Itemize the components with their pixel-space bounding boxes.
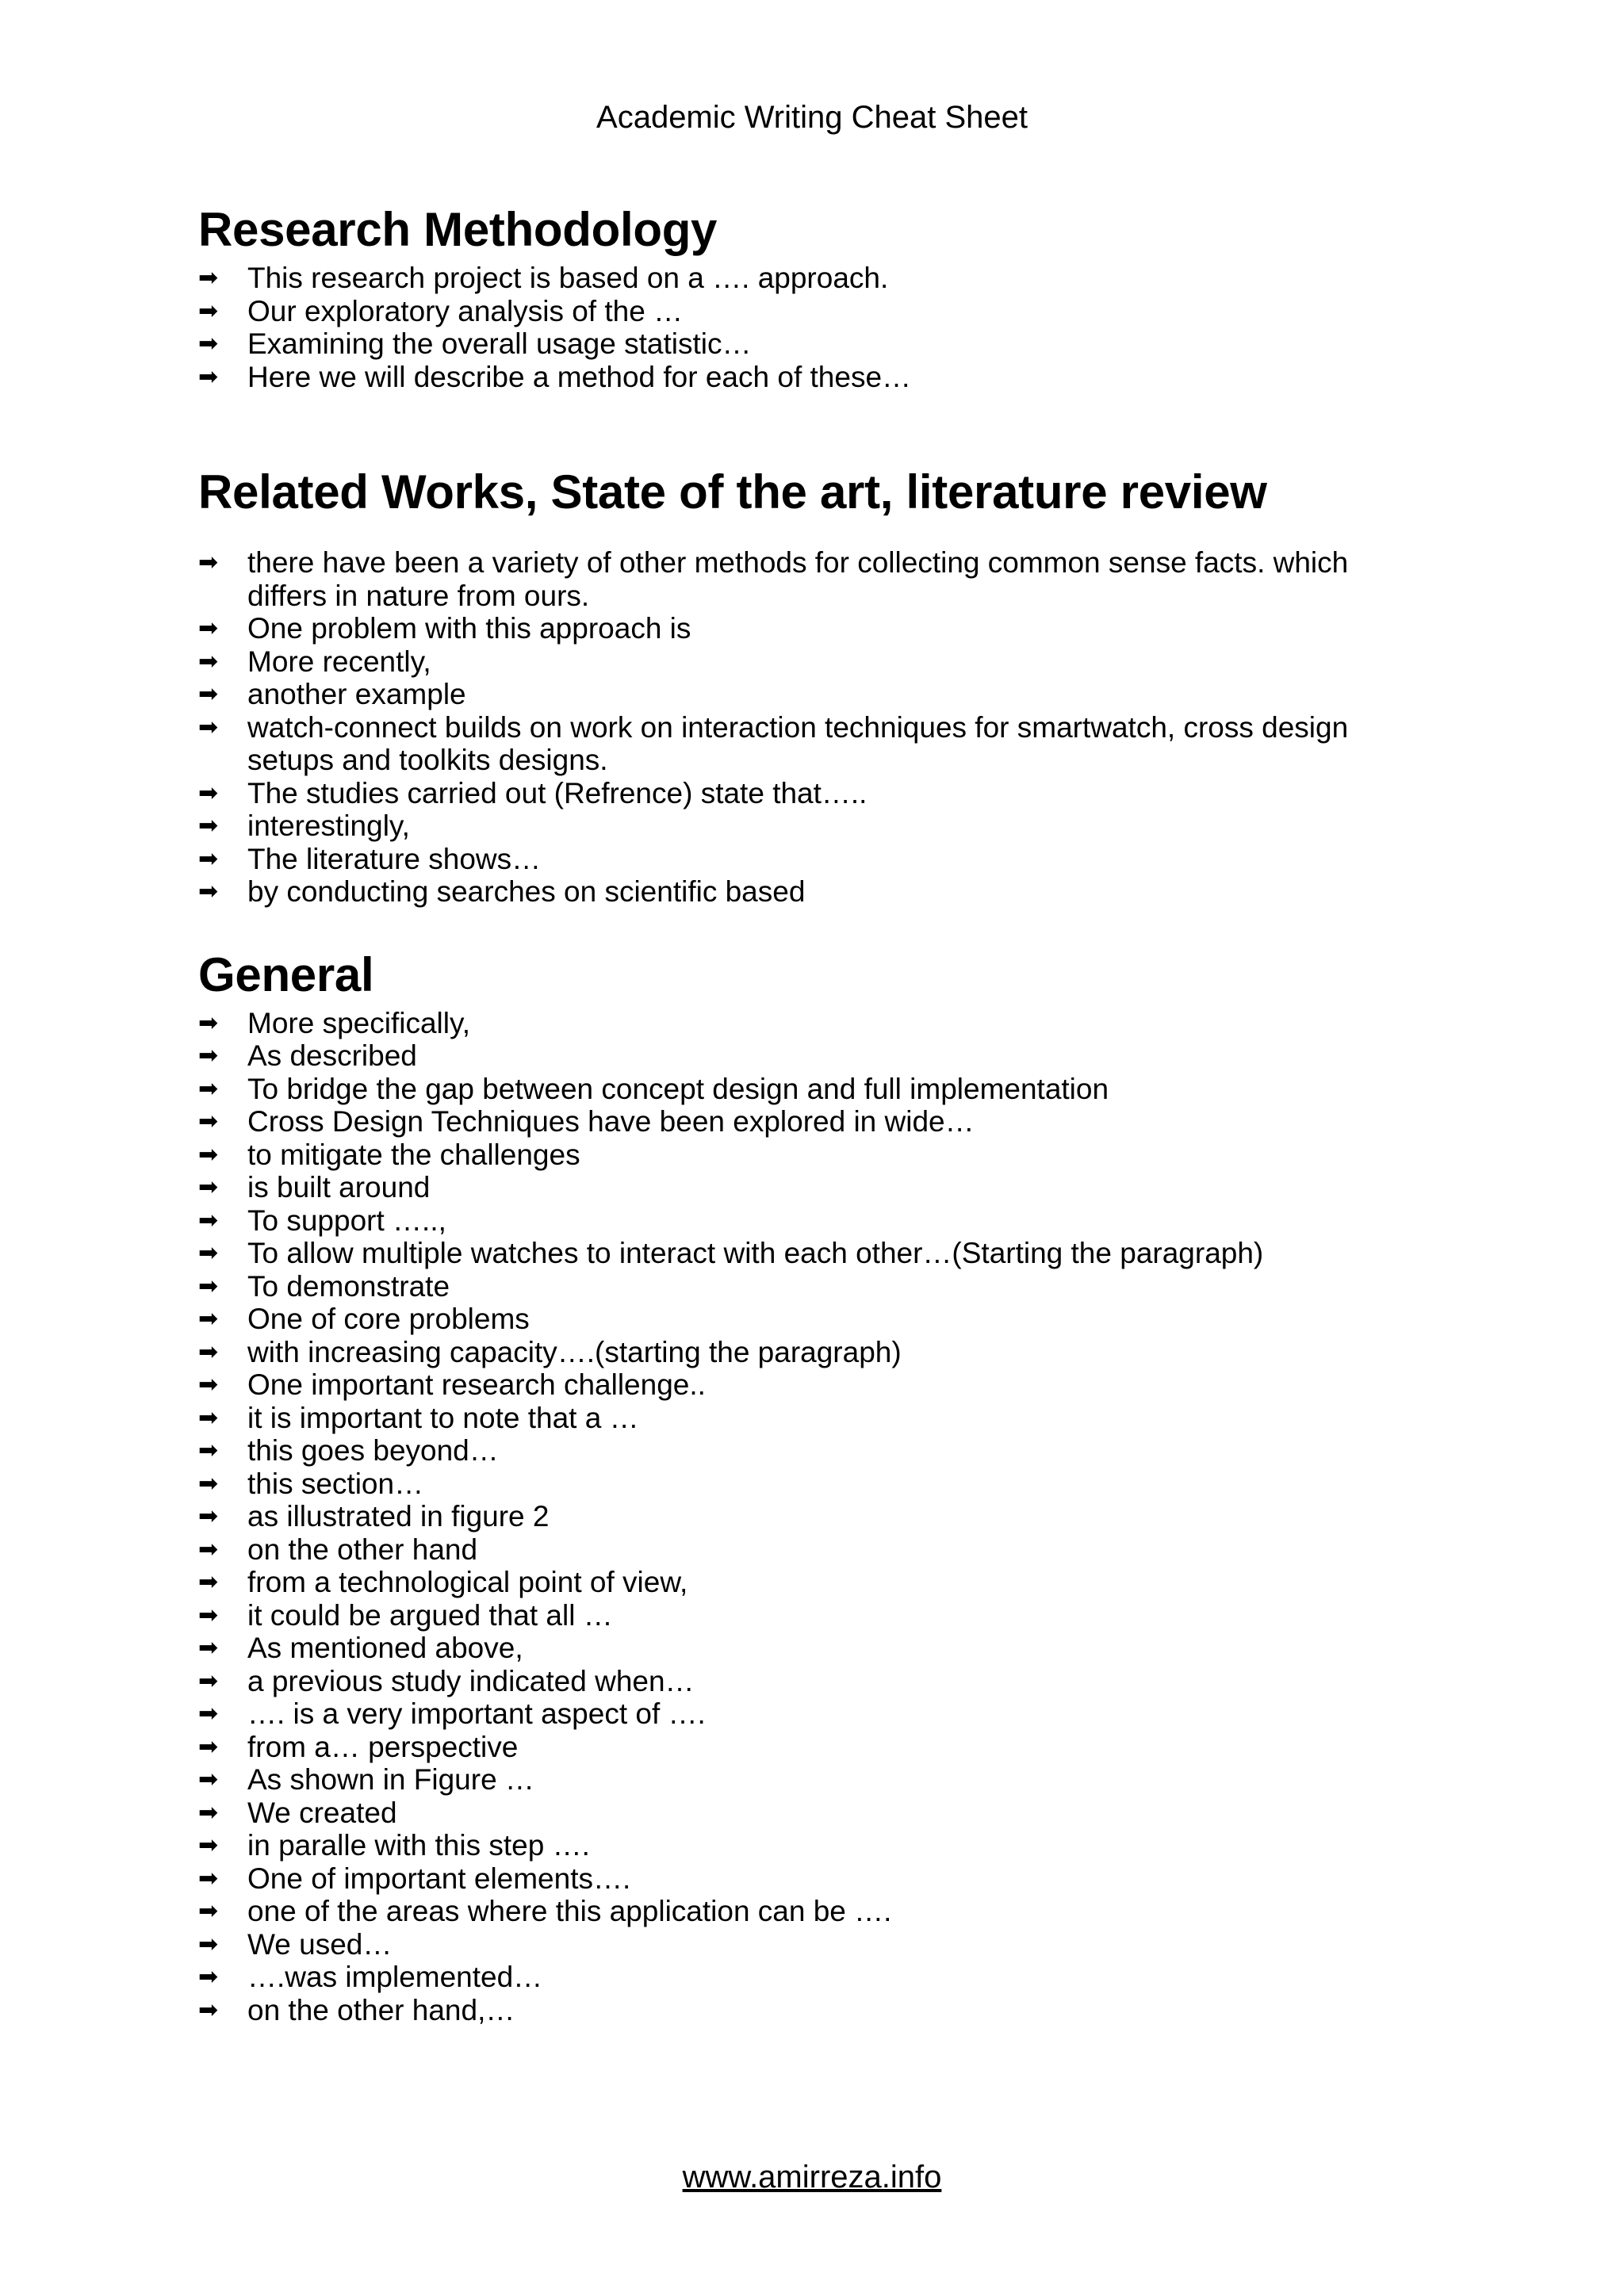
list-item [198, 1500, 1435, 1533]
list-item-text: on the other hand [247, 1533, 478, 1566]
list-item [198, 1434, 1435, 1468]
list-item-text: from a… perspective [247, 1730, 519, 1763]
arrow-right-icon: ➡ [198, 331, 219, 357]
arrow-right-icon: ➡ [198, 681, 219, 707]
list-item [198, 1533, 1435, 1567]
list-item [198, 1336, 1435, 1369]
arrow-right-icon: ➡ [198, 1799, 219, 1826]
list-item [198, 1303, 1435, 1336]
arrow-right-icon: ➡ [198, 1667, 219, 1694]
arrow-right-icon: ➡ [198, 1503, 219, 1529]
list-item-text: Cross Design Techniques have been explored in wide… [247, 1105, 975, 1138]
list-item-text: More specifically, [247, 1006, 471, 1039]
list-item-text: it is important to note that a … [247, 1401, 639, 1434]
list-item [198, 1829, 1435, 1862]
list-item-text: Examining the overall usage statistic… [247, 327, 752, 360]
bullet-list [198, 262, 1435, 393]
list-item [198, 1368, 1435, 1402]
list-item-text: as illustrated in figure 2 [247, 1500, 550, 1533]
arrow-right-icon: ➡ [198, 1207, 219, 1234]
list-item-text: is built around [247, 1171, 431, 1203]
list-item-text: One problem with this approach is [247, 612, 691, 645]
list-item-text: This research project is based on a …. approach. [247, 262, 889, 294]
list-item-text: One of core problems [247, 1303, 530, 1335]
list-item [198, 262, 1435, 295]
list-item [198, 678, 1435, 711]
list-item [198, 1402, 1435, 1435]
list-item-text: interestingly, [247, 809, 410, 842]
arrow-right-icon: ➡ [198, 1898, 219, 1924]
list-item-text: another example [247, 678, 466, 710]
section-general [198, 943, 1435, 2027]
list-item [198, 1994, 1435, 2027]
arrow-right-icon: ➡ [198, 1306, 219, 1332]
list-item-text: …. is a very important aspect of …. [247, 1697, 706, 1730]
arrow-right-icon: ➡ [198, 265, 219, 291]
list-item [198, 777, 1435, 810]
arrow-right-icon: ➡ [198, 1766, 219, 1793]
arrow-right-icon: ➡ [198, 1996, 219, 2023]
list-item [198, 1763, 1435, 1797]
arrow-right-icon: ➡ [198, 1865, 219, 1892]
list-item-text: from a technological point of view, [247, 1566, 688, 1598]
list-item [198, 1039, 1435, 1073]
section-heading: Research Methodology [198, 203, 718, 256]
list-item-text: by conducting searches on scientific based [247, 875, 806, 908]
list-item [198, 1204, 1435, 1238]
arrow-right-icon: ➡ [198, 1174, 219, 1200]
arrow-right-icon: ➡ [198, 1601, 219, 1628]
list-item [198, 1599, 1435, 1632]
arrow-right-icon: ➡ [198, 813, 219, 839]
list-item-text: watch-connect builds on work on interaction techniques for smartwatch, cross design setups and toolkits designs. [247, 710, 1349, 776]
arrow-right-icon: ➡ [198, 1043, 219, 1069]
section-related-works [198, 461, 1435, 909]
list-item [198, 327, 1435, 361]
page-header-title: Academic Writing Cheat Sheet [596, 100, 1028, 135]
list-item [198, 1731, 1435, 1764]
arrow-right-icon: ➡ [198, 845, 219, 872]
list-item [198, 1928, 1435, 1961]
list-item-text: The studies carried out (Refrence) state that….. [247, 776, 868, 809]
arrow-right-icon: ➡ [198, 1141, 219, 1168]
section-heading: General [198, 947, 374, 1001]
arrow-right-icon: ➡ [198, 1240, 219, 1266]
list-item [198, 809, 1435, 843]
list-item [198, 1566, 1435, 1599]
arrow-right-icon: ➡ [198, 714, 219, 740]
arrow-right-icon: ➡ [198, 363, 219, 390]
arrow-right-icon: ➡ [198, 1964, 219, 1990]
section-research-methodology [198, 198, 1435, 393]
list-item-text: it could be argued that all … [247, 1598, 613, 1632]
arrow-right-icon: ➡ [198, 1338, 219, 1365]
list-item [198, 1665, 1435, 1698]
list-item [198, 361, 1435, 394]
list-item [198, 1237, 1435, 1270]
list-item [198, 1632, 1435, 1665]
list-item-text: on the other hand,… [247, 1993, 515, 2026]
arrow-right-icon: ➡ [198, 779, 219, 806]
list-item-text: with increasing capacity….(starting the paragraph) [247, 1335, 902, 1368]
list-item [198, 1468, 1435, 1501]
list-item-text: The literature shows… [247, 842, 542, 875]
arrow-right-icon: ➡ [198, 549, 219, 576]
list-item [198, 1073, 1435, 1106]
arrow-right-icon: ➡ [198, 1832, 219, 1858]
list-item [198, 295, 1435, 328]
list-item-text: a previous study indicated when… [247, 1664, 695, 1697]
list-item-text: One of important elements…. [247, 1862, 631, 1895]
list-item [198, 1895, 1435, 1928]
arrow-right-icon: ➡ [198, 1701, 219, 1727]
list-item-text: Our exploratory analysis of the … [247, 294, 684, 327]
list-item-text: We used… [247, 1927, 393, 1961]
list-item-text: As described [247, 1039, 417, 1072]
list-item-text: One important research challenge.. [247, 1368, 706, 1401]
list-item [198, 1697, 1435, 1731]
bullet-list [198, 546, 1435, 909]
list-item-text: More recently, [247, 645, 431, 678]
arrow-right-icon: ➡ [198, 1372, 219, 1398]
list-item-text: this goes beyond… [247, 1434, 499, 1467]
document-content [198, 198, 1435, 2026]
section-heading: Related Works, State of the art, literature review [198, 465, 1267, 519]
arrow-right-icon: ➡ [198, 1635, 219, 1661]
arrow-right-icon: ➡ [198, 1075, 219, 1102]
list-item [198, 1270, 1435, 1303]
list-item-text: As mentioned above, [247, 1632, 523, 1664]
list-item [198, 1171, 1435, 1204]
arrow-right-icon: ➡ [198, 297, 219, 324]
bullet-list [198, 1007, 1435, 2027]
website-link[interactable]: www.amirreza.info [682, 2160, 942, 2195]
list-item-text: To support ….., [247, 1203, 446, 1237]
list-item [198, 875, 1435, 909]
list-item-text: To allow multiple watches to interact with each other…(Starting the paragraph) [247, 1237, 1264, 1269]
list-item [198, 1961, 1435, 1994]
page-footer [0, 2155, 1624, 2199]
arrow-right-icon: ➡ [198, 1931, 219, 1957]
list-item [198, 1007, 1435, 1040]
list-item [198, 1138, 1435, 1172]
arrow-right-icon: ➡ [198, 648, 219, 675]
arrow-right-icon: ➡ [198, 1404, 219, 1431]
list-item-text: in paralle with this step …. [247, 1829, 590, 1862]
arrow-right-icon: ➡ [198, 1733, 219, 1760]
arrow-right-icon: ➡ [198, 878, 219, 905]
list-item-text: To demonstrate [247, 1269, 450, 1303]
arrow-right-icon: ➡ [198, 1009, 219, 1036]
list-item [198, 711, 1435, 777]
arrow-right-icon: ➡ [198, 1536, 219, 1563]
list-item [198, 546, 1435, 612]
list-item [198, 843, 1435, 876]
arrow-right-icon: ➡ [198, 1272, 219, 1299]
list-item [198, 1797, 1435, 1830]
list-item [198, 1862, 1435, 1896]
list-item-text: there have been a variety of other methods for collecting common sense facts. which differs in nature from ours. [247, 546, 1349, 612]
list-item-text: We created [247, 1796, 397, 1829]
list-item-text: to mitigate the challenges [247, 1138, 580, 1171]
list-item-text: To bridge the gap between concept design and full implementation [247, 1072, 1109, 1105]
arrow-right-icon: ➡ [198, 1569, 219, 1595]
arrow-right-icon: ➡ [198, 615, 219, 641]
list-item-text: Here we will describe a method for each of these… [247, 360, 912, 393]
arrow-right-icon: ➡ [198, 1470, 219, 1497]
list-item-text: this section… [247, 1467, 424, 1500]
list-item [198, 645, 1435, 679]
list-item-text: As shown in Figure … [247, 1763, 534, 1796]
list-item-text: ….was implemented… [247, 1961, 543, 1993]
list-item-text: one of the areas where this application can be …. [247, 1895, 892, 1927]
arrow-right-icon: ➡ [198, 1108, 219, 1135]
list-item [198, 1105, 1435, 1138]
arrow-right-icon: ➡ [198, 1437, 219, 1464]
list-item [198, 612, 1435, 645]
